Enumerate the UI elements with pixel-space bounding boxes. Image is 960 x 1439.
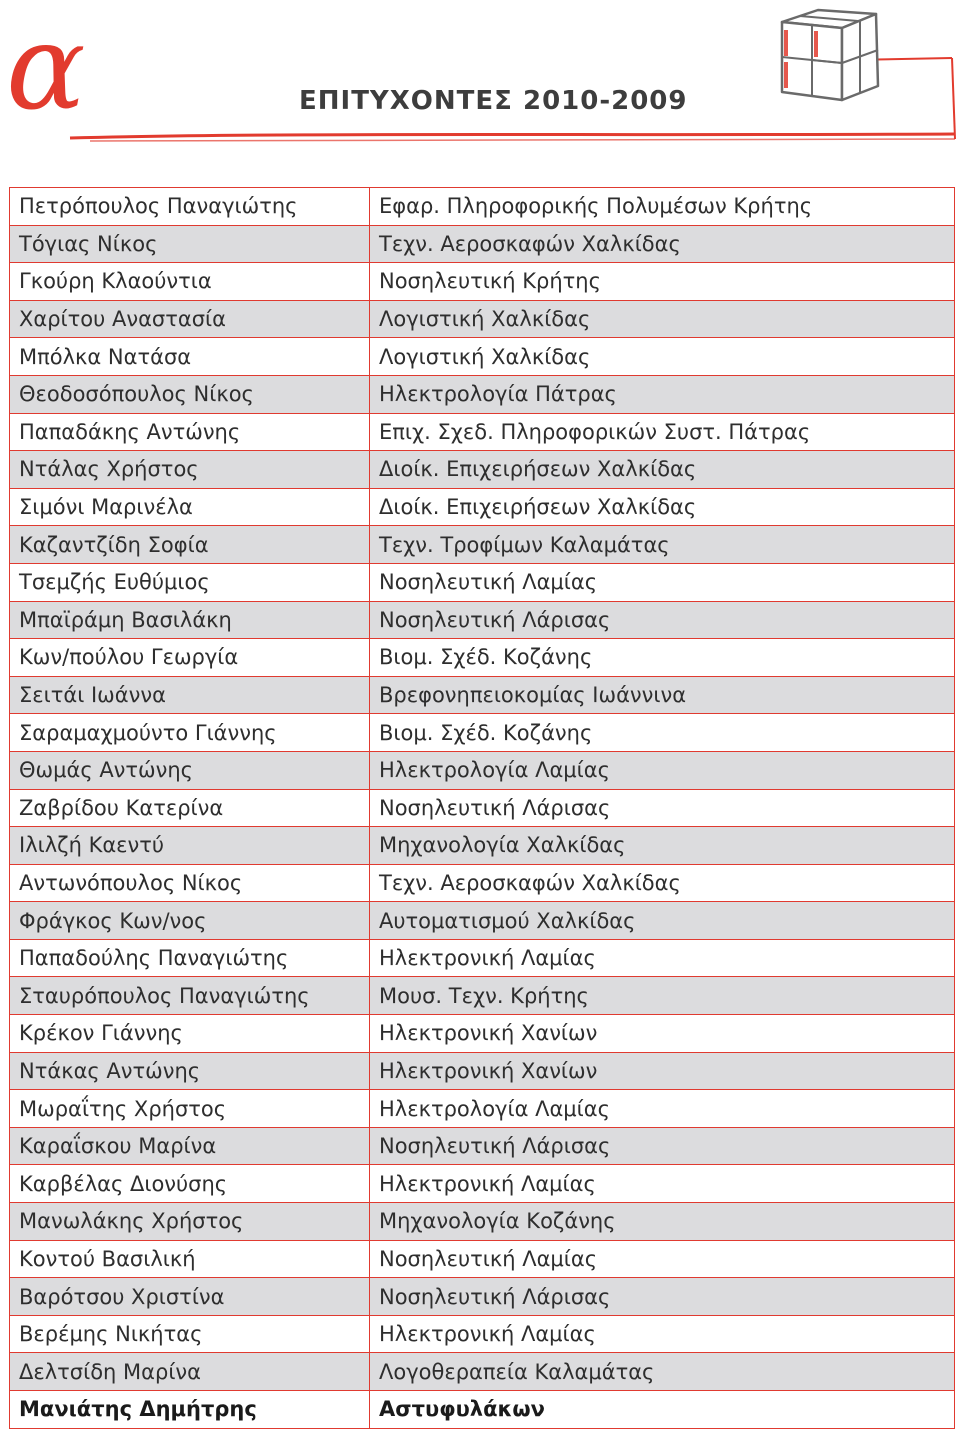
table-row: [10, 413, 955, 451]
school-name: Ηλεκτρονική Χανίων: [370, 1015, 955, 1053]
student-name: Κρέκον Γιάννης: [10, 1015, 370, 1053]
school-name: Νοσηλευτική Λαμίας: [370, 1240, 955, 1278]
table-row: [10, 1278, 955, 1316]
table-row: [10, 789, 955, 827]
school-name: Εφαρ. Πληροφορικής Πολυμέσων Κρήτης: [370, 188, 955, 226]
table-row: [10, 1203, 955, 1241]
student-name: Γκούρη Κλαούντια: [10, 263, 370, 301]
school-name: Μηχανολογία Κοζάνης: [370, 1203, 955, 1241]
school-name: Ηλεκτρονική Λαμίας: [370, 1315, 955, 1353]
student-name: Μπαϊράμη Βασιλάκη: [10, 601, 370, 639]
table-row: [10, 451, 955, 489]
student-name: Σιμόνι Μαρινέλα: [10, 488, 370, 526]
table-row: [10, 639, 955, 677]
student-name: Σαραμαχμούντο Γιάννης: [10, 714, 370, 752]
table-row: [10, 1090, 955, 1128]
table-row: [10, 1240, 955, 1278]
student-name: Σειτάι Ιωάννα: [10, 676, 370, 714]
table-row: [10, 1391, 955, 1429]
student-name: Καραΐσκου Μαρίνα: [10, 1127, 370, 1165]
school-name: Αστυφυλάκων: [370, 1391, 955, 1429]
student-name: Παπαδούλης Παναγιώτης: [10, 939, 370, 977]
student-name: Καρβέλας Διονύσης: [10, 1165, 370, 1203]
school-name: Μουσ. Τεχν. Κρήτης: [370, 977, 955, 1015]
student-name: Αντωνόπουλος Νίκος: [10, 864, 370, 902]
student-name: Κοντού Βασιλική: [10, 1240, 370, 1278]
table-row: [10, 338, 955, 376]
student-name: Φράγκος Κων/νος: [10, 902, 370, 940]
table-row: [10, 977, 955, 1015]
school-name: Επιχ. Σχεδ. Πληροφορικών Συστ. Πάτρας: [370, 413, 955, 451]
table-row: [10, 263, 955, 301]
school-name: Νοσηλευτική Λάρισας: [370, 1278, 955, 1316]
student-name: Ντάκας Αντώνης: [10, 1052, 370, 1090]
student-name: Θεοδοσόπουλος Νίκος: [10, 375, 370, 413]
student-name: Τσεμζής Ευθύμιος: [10, 563, 370, 601]
school-name: Νοσηλευτική Λάρισας: [370, 1127, 955, 1165]
table-row: [10, 864, 955, 902]
school-name: Αυτοματισμού Χαλκίδας: [370, 902, 955, 940]
table-row: [10, 751, 955, 789]
table-row: [10, 1165, 955, 1203]
school-name: Νοσηλευτική Λάρισας: [370, 601, 955, 639]
school-name: Ηλεκτρονική Λαμίας: [370, 1165, 955, 1203]
table-row: [10, 1052, 955, 1090]
table-row: [10, 1315, 955, 1353]
table-row: [10, 714, 955, 752]
school-name: Ηλεκτρονική Λαμίας: [370, 939, 955, 977]
table-row: [10, 1127, 955, 1165]
student-name: Βαρότσου Χριστίνα: [10, 1278, 370, 1316]
table-row: [10, 526, 955, 564]
student-name: Μανωλάκης Χρήστος: [10, 1203, 370, 1241]
table-row: [10, 300, 955, 338]
table-row: [10, 1015, 955, 1053]
table-row: [10, 902, 955, 940]
student-name: Ντάλας Χρήστος: [10, 451, 370, 489]
student-name: Παπαδάκης Αντώνης: [10, 413, 370, 451]
school-name: Νοσηλευτική Λαμίας: [370, 563, 955, 601]
table-row: [10, 375, 955, 413]
school-name: Μηχανολογία Χαλκίδας: [370, 827, 955, 865]
table-row: [10, 488, 955, 526]
school-name: Τεχν. Αεροσκαφών Χαλκίδας: [370, 864, 955, 902]
cube-logo-icon: [776, 0, 886, 115]
student-name: Καζαντζίδη Σοφία: [10, 526, 370, 564]
school-name: Βρεφονηπειοκομίας Ιωάννινα: [370, 676, 955, 714]
school-name: Ηλεκτρολογία Πάτρας: [370, 375, 955, 413]
school-name: Λογοθεραπεία Καλαμάτας: [370, 1353, 955, 1391]
school-name: Λογιστική Χαλκίδας: [370, 300, 955, 338]
results-table: [9, 187, 955, 1429]
school-name: Ηλεκτρολογία Λαμίας: [370, 1090, 955, 1128]
student-name: Βερέμης Νικήτας: [10, 1315, 370, 1353]
school-name: Διοίκ. Επιχειρήσεων Χαλκίδας: [370, 488, 955, 526]
school-name: Βιομ. Σχέδ. Κοζάνης: [370, 639, 955, 677]
alpha-logo: α: [6, 0, 86, 136]
student-name: Ιλιλζή Καεντύ: [10, 827, 370, 865]
table-row: [10, 939, 955, 977]
table-row: [10, 676, 955, 714]
table-row: [10, 563, 955, 601]
student-name: Μπόλκα Νατάσα: [10, 338, 370, 376]
school-name: Ηλεκτρολογία Λαμίας: [370, 751, 955, 789]
school-name: Διοίκ. Επιχειρήσεων Χαλκίδας: [370, 451, 955, 489]
student-name: Μωραΐτης Χρήστος: [10, 1090, 370, 1128]
student-name: Σταυρόπουλος Παναγιώτης: [10, 977, 370, 1015]
table-row: [10, 1353, 955, 1391]
page-header: [0, 0, 960, 160]
school-name: Τεχν. Τροφίμων Καλαμάτας: [370, 526, 955, 564]
student-name: Μανιάτης Δημήτρης: [10, 1391, 370, 1429]
school-name: Νοσηλευτική Λάρισας: [370, 789, 955, 827]
school-name: Βιομ. Σχέδ. Κοζάνης: [370, 714, 955, 752]
school-name: Νοσηλευτική Κρήτης: [370, 263, 955, 301]
student-name: Χαρίτου Αναστασία: [10, 300, 370, 338]
student-name: Πετρόπουλος Παναγιώτης: [10, 188, 370, 226]
table-row: [10, 601, 955, 639]
school-name: Τεχν. Αεροσκαφών Χαλκίδας: [370, 225, 955, 263]
table-row: [10, 225, 955, 263]
page-title: ΕΠΙΤΥΧΟΝΤΕΣ 2010-2009: [299, 86, 688, 116]
student-name: Κων/πούλου Γεωργία: [10, 639, 370, 677]
student-name: Δελτσίδη Μαρίνα: [10, 1353, 370, 1391]
table-row: [10, 188, 955, 226]
student-name: Ζαβρίδου Κατερίνα: [10, 789, 370, 827]
table-row: [10, 827, 955, 865]
school-name: Λογιστική Χαλκίδας: [370, 338, 955, 376]
student-name: Τόγιας Νίκος: [10, 225, 370, 263]
student-name: Θωμάς Αντώνης: [10, 751, 370, 789]
school-name: Ηλεκτρονική Χανίων: [370, 1052, 955, 1090]
